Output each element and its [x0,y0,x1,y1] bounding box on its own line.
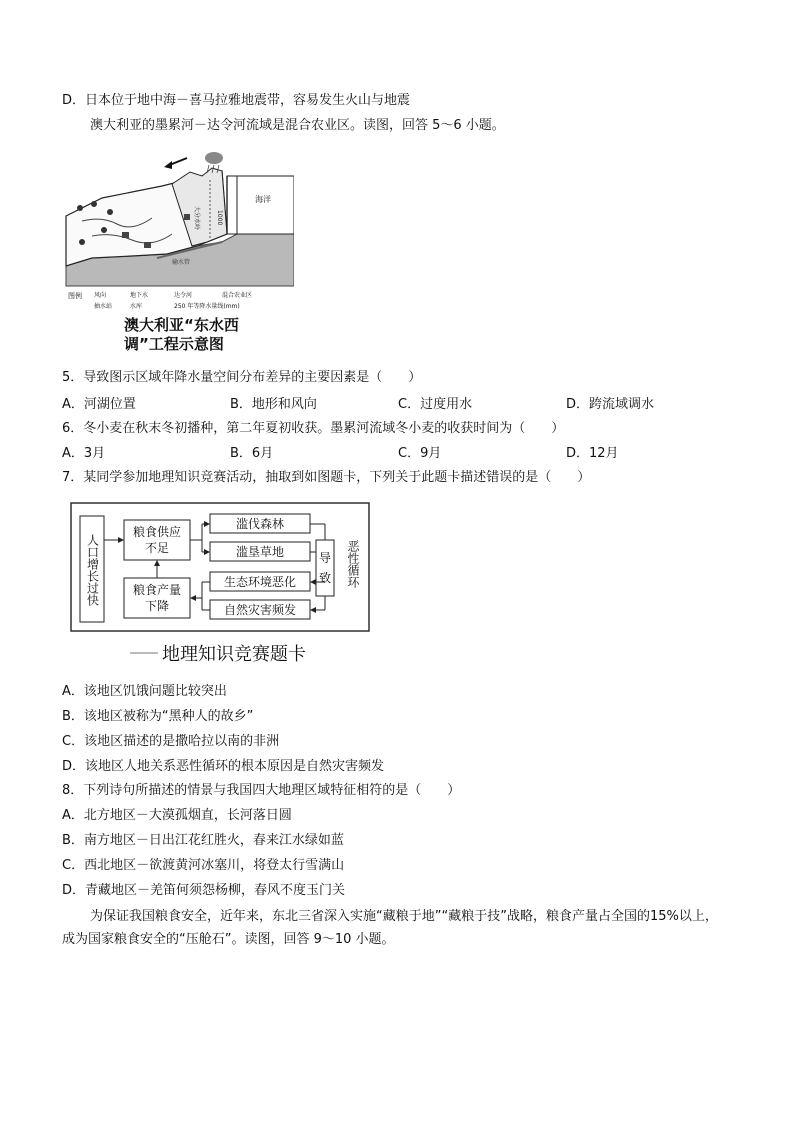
label-lead-2: 致 [318,571,332,585]
question6-option-d[interactable]: D．12月 [566,446,619,461]
label-deforestation: 滥伐森林 [235,517,285,531]
question8-option-c[interactable]: C．西北地区－欲渡黄河冰塞川，将登太行雪满山 [62,858,345,873]
figure1-caption-line2: 调”工程示意图 [124,335,224,353]
figure-quiz-card [70,502,370,670]
legend-reservoir: 水库 [130,303,143,310]
section-intro-9-10: 为保证我国粮食安全，近年来，东北三省深入实施“藏粮于地”“藏粮于技”战略，粮食产量占全国的15%以上，成为国家粮食安全的“压舱石”。读图，回答 9～10 小题。 [62,909,718,947]
question4-option-d: D．日本位于地中海－喜马拉雅地震带，容易发生火山与地震 [62,93,411,108]
question7-option-b[interactable]: B．该地区被称为“黑种人的故乡” [62,709,254,724]
label-disaster: 自然灾害频发 [223,603,297,617]
legend-river: 达令河 [174,292,193,299]
box-lead-to [316,540,334,596]
quiz-card-diagram [70,502,370,670]
question8-option-b[interactable]: B．南方地区－日出江花红胜火，春来江水绿如蓝 [62,833,344,848]
question7-option-a[interactable]: A．该地区饥饿问题比较突出 [62,684,227,699]
legend-isohyet: 250 年等降水量线(mm) [174,303,240,310]
question5-option-b[interactable]: B．地形和风向 [230,397,317,412]
legend-mixed: 混合农业区 [222,292,253,299]
label-vicious-cycle: 恶性循环 [346,540,360,588]
figure-water-transfer [62,146,294,356]
question7-stem: 7．某同学参加地理知识竞赛活动，抽取到如图题卡，下列关于此题卡描述错误的是（ ） [62,470,591,485]
legend-wind: 风向 [94,292,107,299]
question5-option-d[interactable]: D．跨流域调水 [566,397,655,412]
label-tunnel: 输水管 [172,259,191,266]
label-ocean: 海洋 [255,195,271,204]
label-yield-decline: 粮食产量下降 [132,583,181,613]
question6-option-a[interactable]: A．3月 [62,446,106,461]
question8-stem: 8．下列诗句所描述的情景与我国四大地理区域特征相符的是（ ） [62,783,461,798]
question8-option-d[interactable]: D．青藏地区－羌笛何须怨杨柳，春风不度玉门关 [62,883,346,898]
label-food-shortage: 粮食供应不足 [132,525,181,555]
label-divide: 大分水岭 [193,206,200,231]
question6-stem: 6．冬小麦在秋末冬初播种，第二年夏初收获。墨累河流域冬小麦的收获时间为（ ） [62,421,565,436]
legend-pump: 抽水站 [94,303,113,310]
legend-title: 图例 [68,292,82,300]
question5-option-c[interactable]: C．过度用水 [398,397,473,412]
pump-station-icon [77,205,83,211]
question5-stem: 5．导致图示区域年降水量空间分布差异的主要因素是（ ） [62,370,422,385]
section-intro-5-6: 澳大利亚的墨累河－达令河流域是混合农业区。读图，回答 5～6 小题。 [90,118,505,133]
label-population: 人口增长过快 [85,534,100,606]
label-contour-1000: 1000 [216,210,223,226]
question6-option-c[interactable]: C．9月 [398,446,442,461]
question7-option-c[interactable]: C．该地区描述的是撒哈拉以南的非洲 [62,734,280,749]
figure2-caption: 地理知识竞赛题卡 [162,644,306,665]
label-lead-1: 导 [318,551,332,565]
cloud-icon [205,152,223,164]
question5-option-a[interactable]: A．河湖位置 [62,397,136,412]
label-reclaim: 滥垦草地 [235,545,285,559]
reservoir-icon [122,232,129,238]
label-eco-degradation: 生态环境恶化 [223,575,297,589]
water-transfer-diagram [62,146,294,356]
legend-groundwater: 地下水 [130,292,149,299]
question6-option-b[interactable]: B．6月 [230,446,274,461]
question7-option-d[interactable]: D．该地区人地关系恶性循环的根本原因是自然灾害频发 [62,759,385,774]
question8-option-a[interactable]: A．北方地区－大漠孤烟直，长河落日圆 [62,808,292,823]
figure1-caption-line1: 澳大利亚“东水西 [124,316,239,334]
